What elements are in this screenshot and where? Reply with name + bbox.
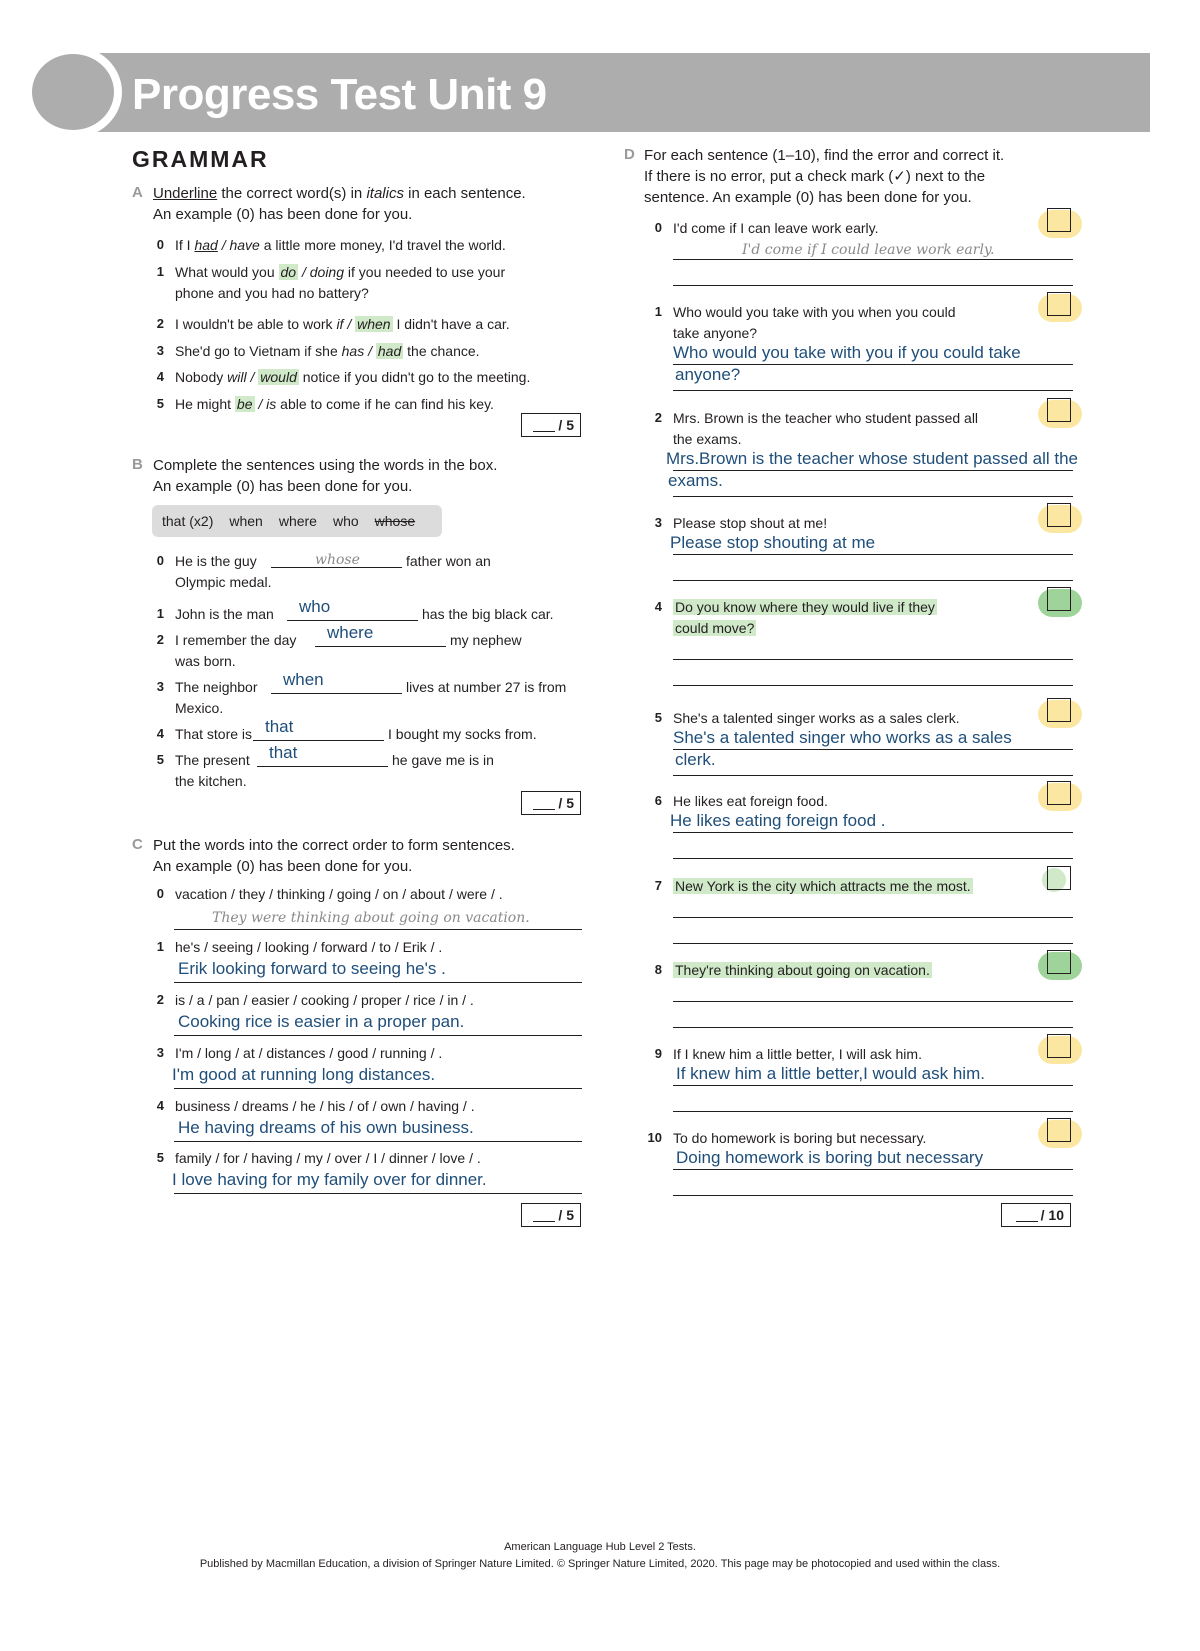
item-number: 5 <box>156 396 164 411</box>
option-2[interactable]: when <box>357 316 391 332</box>
answer-blank[interactable] <box>271 693 402 694</box>
option-2[interactable]: have <box>229 237 260 253</box>
item-number: 8 <box>654 962 662 977</box>
word-box-item: where <box>278 513 317 529</box>
sentence-post: lives at number 27 is from <box>406 679 567 695</box>
option-separator: / <box>217 237 230 253</box>
sentence-pre: Nobody <box>175 369 228 385</box>
answer-line[interactable] <box>174 982 582 983</box>
answer-line[interactable] <box>174 1088 582 1089</box>
correct-checkbox[interactable] <box>1047 208 1071 232</box>
sentence-text: They're thinking about going on vacation. <box>675 962 930 978</box>
item-number: 5 <box>156 752 164 767</box>
handwritten-answer[interactable]: who <box>299 597 331 616</box>
section-b-letter: B <box>132 456 143 473</box>
answer-line-2[interactable] <box>673 1111 1073 1112</box>
answer-line-1[interactable] <box>673 554 1073 555</box>
item-number: 3 <box>156 679 164 694</box>
error-sentence <box>673 960 993 981</box>
word-box-item-used: whose <box>374 513 416 529</box>
error-sentence <box>673 408 993 450</box>
sentence-a <box>175 262 505 283</box>
error-sentence <box>673 1044 993 1065</box>
item-number: 0 <box>156 886 164 901</box>
sentence-post: notice if you didn't go to the meeting. <box>298 369 531 385</box>
sentence-post: father won an <box>406 553 491 569</box>
item-number: 2 <box>156 992 164 1007</box>
option-1[interactable]: do <box>280 264 297 280</box>
answer-line-2[interactable] <box>673 285 1073 286</box>
page-title: Progress Test Unit 9 <box>132 70 547 119</box>
item-number: 5 <box>654 710 662 725</box>
item-number: 6 <box>654 793 662 808</box>
option-2[interactable]: is <box>266 396 277 412</box>
sentence-post: the chance. <box>403 343 480 359</box>
handwritten-answer[interactable]: Who would you take with you if you could take <box>673 343 1021 362</box>
sentence-text: Who would you take with you when you could <box>673 304 956 320</box>
item-number: 7 <box>654 878 662 893</box>
answer-line-2[interactable] <box>673 685 1073 686</box>
item-number: 3 <box>654 515 662 530</box>
correct-checkbox[interactable] <box>1047 950 1071 974</box>
sentence-continuation: phone and you had no battery? <box>175 285 369 301</box>
handwritten-answer[interactable]: where <box>327 623 374 642</box>
answer-line-1[interactable] <box>673 832 1073 833</box>
correct-checkbox[interactable] <box>1047 292 1071 316</box>
handwritten-answer[interactable]: that <box>269 743 298 762</box>
item-number: 10 <box>647 1130 662 1145</box>
sentence-text-continued: take anyone? <box>673 325 758 341</box>
answer-line-1[interactable] <box>673 917 1073 918</box>
answer-line[interactable] <box>174 929 582 930</box>
sentence-text: He likes eat foreign food. <box>673 793 828 809</box>
item-number: 4 <box>156 369 164 384</box>
section-b-instructions: Complete the sentences using the words in the box. An example (0) has been done for you. <box>153 457 498 495</box>
correct-checkbox[interactable] <box>1047 398 1071 422</box>
handwritten-answer[interactable]: If knew him a little better,I would ask him. <box>676 1064 985 1083</box>
sentence-continuation: the kitchen. <box>175 773 247 789</box>
sentence-a <box>175 314 510 335</box>
option-2[interactable]: had <box>377 343 402 359</box>
handwritten-answer[interactable]: I'm good at running long distances. <box>172 1065 436 1084</box>
option-1[interactable]: be <box>236 396 253 412</box>
sentence-pre: What would you <box>175 264 279 280</box>
section-d-instructions: For each sentence (1–10), find the error and correct it. If there is no error, put a check mark (✓) next to the sentence. An example (0) has been done for you. <box>644 147 1005 206</box>
footer-copyright-line: Published by Macmillan Education, a division of Springer Nature Limited. © Springer Nature Limited, 2020. This page may be photocopied and used within the class. <box>199 1558 1001 1570</box>
option-1[interactable]: if <box>336 316 344 332</box>
sentence-continuation: Mexico. <box>175 700 224 716</box>
item-number: 0 <box>156 553 164 568</box>
item-number: 2 <box>156 632 164 647</box>
option-separator: / <box>343 316 356 332</box>
error-sentence <box>673 1128 993 1149</box>
handwritten-answer[interactable]: Cooking rice is easier in a proper pan. <box>178 1012 465 1031</box>
sentence-post: he gave me is in <box>392 752 494 768</box>
word-prompt: I'm / long / at / distances / good / running / . <box>175 1045 443 1061</box>
option-1[interactable]: had <box>194 237 218 253</box>
sentence-a <box>175 367 530 388</box>
sentence-post: has the big black car. <box>422 606 554 622</box>
item-number: 2 <box>654 410 662 425</box>
word-prompt: he's / seeing / looking / forward / to / Erik / . <box>175 939 443 955</box>
answer-blank[interactable] <box>287 620 418 621</box>
section-d-letter: D <box>624 146 635 163</box>
option-2[interactable]: doing <box>309 264 345 280</box>
sentence-text: New York is the city which attracts me the most. <box>675 878 971 894</box>
error-sentence <box>673 708 993 729</box>
handwritten-answer-continued[interactable]: clerk. <box>675 750 716 769</box>
word-prompt: business / dreams / he / his / of / own / having / . <box>175 1098 475 1114</box>
answer-blank[interactable] <box>253 740 384 741</box>
sentence-continuation: Olympic medal. <box>175 574 272 590</box>
item-number: 5 <box>156 1150 164 1165</box>
grammar-heading: GRAMMAR <box>132 146 269 172</box>
word-prompt: family / for / having / my / over / I / dinner / love / . <box>175 1150 481 1166</box>
handwritten-answer[interactable]: I love having for my family over for dinner. <box>172 1170 487 1189</box>
sentence-text: To do homework is boring but necessary. <box>673 1130 927 1146</box>
sentence-pre: That store is <box>175 726 253 742</box>
handwritten-answer[interactable]: Please stop shouting at me <box>670 533 876 552</box>
sentence-text-continued: could move? <box>675 620 755 636</box>
section-a-letter: A <box>132 184 143 201</box>
handwritten-answer-continued[interactable]: exams. <box>668 471 723 490</box>
answer-line-1[interactable] <box>673 259 1073 260</box>
sentence-a <box>175 235 506 256</box>
item-number: 0 <box>156 237 164 252</box>
option-separator: / <box>254 396 267 412</box>
item-number: 4 <box>156 1098 164 1113</box>
item-number: 1 <box>156 606 164 621</box>
sentence-text: Do you know where they would live if they <box>675 599 935 615</box>
answer-line-1[interactable] <box>673 749 1073 750</box>
word-prompt: is / a / pan / easier / cooking / proper / rice / in / . <box>175 992 474 1008</box>
sentence-post: able to come if he can find his key. <box>276 396 494 412</box>
sentence-pre: I wouldn't be able to work <box>175 316 337 332</box>
word-box-item: when <box>229 513 263 529</box>
handwritten-answer[interactable]: She's a talented singer who works as a sales <box>673 728 1012 747</box>
example-answer[interactable]: I'd come if I could leave work early. <box>742 242 995 258</box>
section-c-instructions: Put the words into the correct order to form sentences. An example (0) has been done for you. <box>153 837 515 875</box>
answer-line-1[interactable] <box>673 1001 1073 1002</box>
answer-line-2[interactable] <box>673 1027 1073 1028</box>
sentence-text: Please stop shout at me! <box>673 515 828 531</box>
word-box <box>152 505 442 537</box>
item-number: 2 <box>156 316 164 331</box>
section-a-score-box[interactable]: / 5 <box>521 413 581 437</box>
answer-line-2[interactable] <box>673 1195 1073 1196</box>
handwritten-answer[interactable]: He having dreams of his own business. <box>178 1118 474 1137</box>
word-prompt: vacation / they / thinking / going / on / about / were / . <box>175 886 503 902</box>
section-b-score-box[interactable]: / 5 <box>521 791 581 815</box>
handwritten-answer[interactable]: when <box>283 670 324 689</box>
answer-line-2[interactable] <box>673 390 1073 391</box>
correct-checkbox[interactable] <box>1047 866 1071 890</box>
footer-series-line: American Language Hub Level 2 Tests. <box>504 1541 696 1553</box>
item-number: 0 <box>654 220 662 235</box>
sentence-pre: She'd go to Vietnam if she <box>175 343 342 359</box>
error-sentence <box>673 791 993 812</box>
correct-checkbox[interactable] <box>1047 503 1071 527</box>
sentence-pre: If I <box>175 237 195 253</box>
word-box-item: that (x2) <box>162 513 214 529</box>
sentence-pre: John is the man <box>175 606 274 622</box>
answer-line-2[interactable] <box>673 775 1073 776</box>
answer-line[interactable] <box>174 1035 582 1036</box>
sentence-pre: The neighbor <box>175 679 258 695</box>
error-sentence <box>673 218 993 239</box>
item-number: 3 <box>156 343 164 358</box>
error-sentence <box>673 876 993 897</box>
handwritten-answer[interactable]: Erik looking forward to seeing he's . <box>178 959 446 978</box>
answer-line-2[interactable] <box>673 943 1073 944</box>
correct-checkbox[interactable] <box>1047 587 1071 611</box>
error-sentence <box>673 513 993 534</box>
handwritten-answer[interactable]: Doing homework is boring but necessary <box>676 1148 984 1167</box>
section-c-letter: C <box>132 836 143 853</box>
item-number: 1 <box>156 264 164 279</box>
sentence-post: a little more money, I'd travel the world. <box>259 237 506 253</box>
sentence-pre: I remember the day <box>175 632 297 648</box>
error-sentence <box>673 302 993 344</box>
answer-line-1[interactable] <box>673 659 1073 660</box>
handwritten-answer[interactable]: that <box>265 717 294 736</box>
answer-blank[interactable] <box>315 646 446 647</box>
answer-line-1[interactable] <box>673 470 1073 471</box>
sentence-post: I didn't have a car. <box>392 316 510 332</box>
option-separator: / <box>364 343 376 359</box>
sentence-pre: The present <box>175 752 250 768</box>
item-number: 4 <box>654 599 662 614</box>
section-d-score-box[interactable]: / 10 <box>1001 1203 1071 1227</box>
header-circle-decoration <box>24 46 122 138</box>
option-1[interactable]: will <box>227 369 247 385</box>
section-a-instructions: Underline the correct word(s) in italics in each sentence. An example (0) has been done for you. <box>153 185 526 223</box>
section-c-score-box[interactable]: / 5 <box>521 1203 581 1227</box>
answer-line-2[interactable] <box>673 858 1073 859</box>
answer-line-2[interactable] <box>673 580 1073 581</box>
sentence-text: I'd come if I can leave work early. <box>673 220 879 236</box>
item-number: 1 <box>654 304 662 319</box>
correct-checkbox[interactable] <box>1047 781 1071 805</box>
sentence-pre: He is the guy <box>175 553 257 569</box>
item-number: 3 <box>156 1045 164 1060</box>
sentence-text: Mrs. Brown is the teacher who student passed all <box>673 410 979 426</box>
handwritten-answer[interactable]: Mrs.Brown is the teacher whose student passed all the <box>666 449 1078 468</box>
sentence-post: my nephew <box>450 632 522 648</box>
correct-checkbox[interactable] <box>1047 1118 1071 1142</box>
sentence-post: if you needed to use your <box>344 264 506 280</box>
handwritten-answer-continued[interactable]: anyone? <box>675 365 741 384</box>
item-number: 4 <box>156 726 164 741</box>
sentence-post: I bought my socks from. <box>388 726 537 742</box>
sentence-a <box>175 394 494 415</box>
answer-line[interactable] <box>174 1141 582 1142</box>
option-1[interactable]: has <box>341 343 365 359</box>
correct-checkbox[interactable] <box>1047 698 1071 722</box>
correct-checkbox[interactable] <box>1047 1034 1071 1058</box>
sentence-pre: He might <box>175 396 235 412</box>
example-answer[interactable]: whose <box>315 552 360 568</box>
sentence-text: She's a talented singer works as a sales clerk. <box>673 710 960 726</box>
answer-blank[interactable] <box>257 766 388 767</box>
option-separator: / <box>298 264 310 280</box>
sentence-text-continued: the exams. <box>673 431 742 447</box>
item-number: 1 <box>156 939 164 954</box>
handwritten-answer[interactable]: He likes eating foreign food . <box>670 811 886 830</box>
answer-line-1[interactable] <box>673 1169 1073 1170</box>
option-separator: / <box>246 369 259 385</box>
answer-line-2[interactable] <box>673 496 1073 497</box>
option-2[interactable]: would <box>260 369 297 385</box>
sentence-a <box>175 341 480 362</box>
item-number: 9 <box>654 1046 662 1061</box>
sentence-continuation: was born. <box>175 653 236 669</box>
answer-line[interactable] <box>174 1193 582 1194</box>
word-box-item: who <box>332 513 359 529</box>
error-sentence <box>673 597 993 639</box>
answer-line-1[interactable] <box>673 1085 1073 1086</box>
example-answer[interactable]: They were thinking about going on vacation. <box>212 910 530 926</box>
sentence-text: If I knew him a little better, I will ask him. <box>673 1046 922 1062</box>
